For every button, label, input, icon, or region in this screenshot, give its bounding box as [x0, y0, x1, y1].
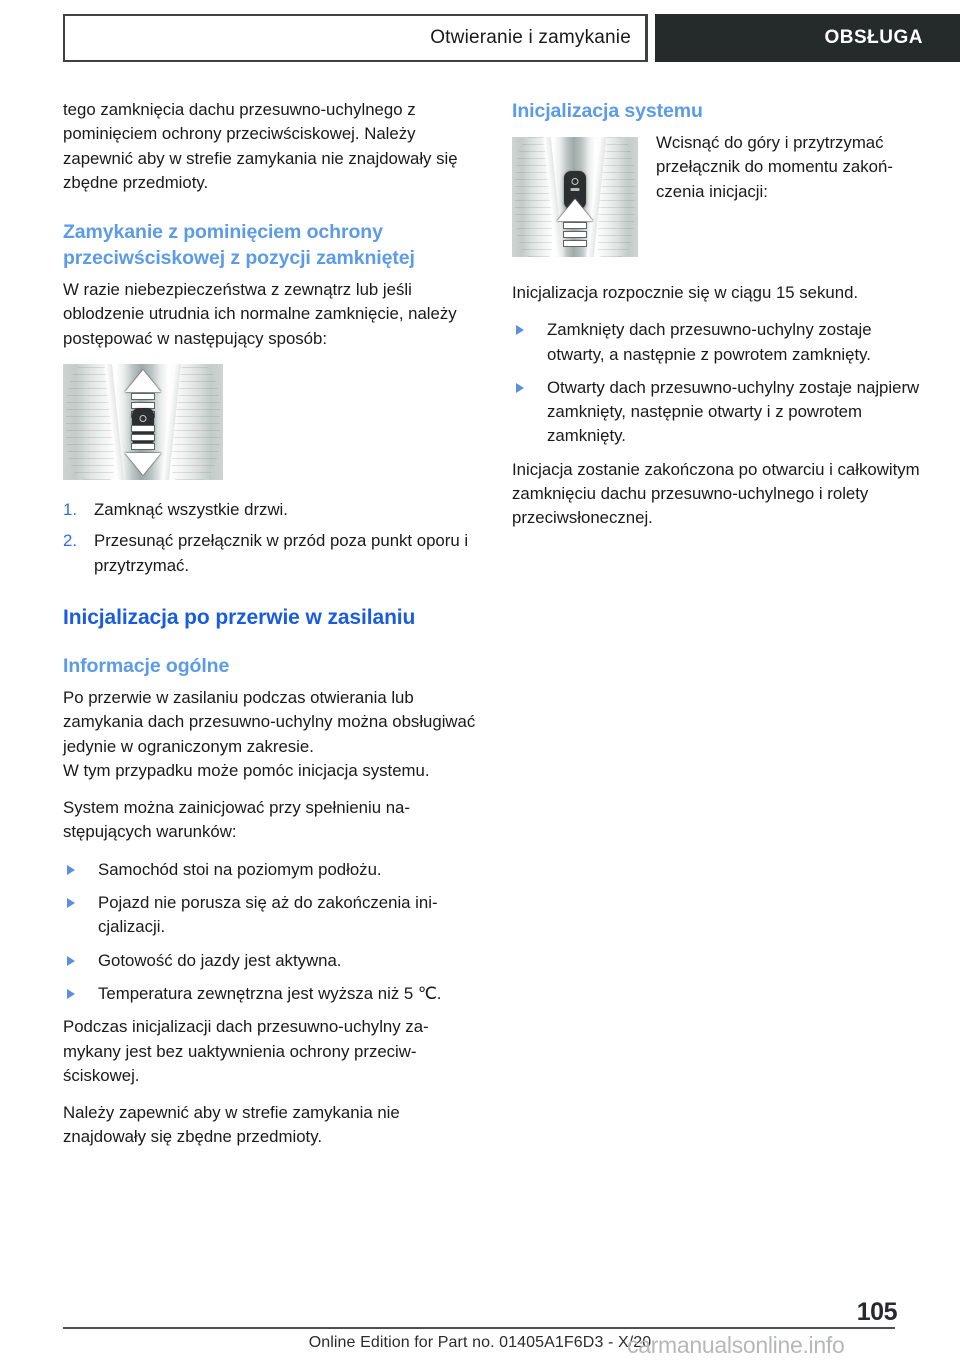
- switch-up-illustration: [512, 137, 638, 257]
- general-paragraph-3: System można zainicjować przy spełnieniu następujących warunków:: [63, 798, 410, 842]
- chapter-title: Otwieranie i zamykanie: [430, 27, 631, 48]
- step-text: Przesunąć przełącznik w przód poza punkt oporu i przytrzymać.: [94, 531, 469, 575]
- step-number: 2.: [63, 531, 77, 551]
- figure-with-text-block: [512, 131, 929, 267]
- triangle-bullet-icon: [67, 865, 75, 875]
- final-paragraph: Inicjacja zostanie zakończona po otwarciu i całkowitym zamknięciu dachu przesuwno-uchylnego i rolety przeciwsłonecznej.: [512, 459, 920, 528]
- closing-paragraph-3: Należy zapewnić aby w strefie zamykania nie znajdowały się zbędne przedmioty.: [63, 1103, 400, 1147]
- closing-paragraph-2: Podczas inicjalizacji dach przesuwno-uchylny zamykany jest bez uaktywnienia ochrony przeciwściskowej.: [63, 1017, 429, 1085]
- edition-text: Online Edition for Part no. 01405A1F6D3 - X/20: [308, 1334, 652, 1351]
- list-item: [63, 529, 480, 578]
- list-item: [512, 318, 929, 367]
- watermark-text: carmanualsonline.info: [627, 1332, 845, 1358]
- heading-initialization-after-power-loss: Inicjalizacja po przerwie w zasilaniu: [63, 605, 416, 629]
- switch-up-down-illustration: [63, 364, 223, 480]
- general-paragraph-2: W tym przypadku może pomóc inicjacja systemu.: [63, 760, 430, 780]
- condition-text: Gotowość do jazdy jest aktywna.: [98, 950, 342, 970]
- list-item: [512, 376, 929, 449]
- intro-paragraph: tego zamknięcia dachu przesuwno-uchylnego z pominięciem ochrony przeciwściskowej. Należy zapewnić aby w strefie zamykania nie znajdowały się zbędne przedmioty.: [63, 100, 458, 192]
- conditions-list: [63, 858, 480, 1006]
- sequence-text: Zamknięty dach przesuwno-uchylny zostaje otwarty, a następnie z powrotem zamknięty.: [547, 320, 872, 364]
- page-number: 105: [856, 1298, 897, 1326]
- triangle-bullet-icon: [516, 383, 524, 393]
- figure-instruction-text: Wcisnąć do góry i przytrzymać przełącznik do momentu zakończenia inicjacji:: [656, 133, 893, 201]
- section-label-box: [655, 14, 960, 62]
- list-item: [63, 498, 480, 522]
- right-column: [512, 98, 929, 544]
- timing-paragraph: Inicjalizacja rozpocznie się w ciągu 15 sekund.: [512, 283, 859, 302]
- heading-system-initialization: Inicjalizacja systemu: [512, 100, 703, 122]
- heading-closing-bypass: Zamykanie z pominięciem ochrony przeciwściskowej z pozycji zamkniętej: [63, 221, 415, 270]
- list-item: [63, 858, 480, 882]
- section-label: OBSŁUGA: [824, 27, 923, 48]
- condition-text: Samochód stoi na poziomym podłożu.: [98, 859, 382, 879]
- list-item: [63, 982, 480, 1006]
- triangle-bullet-icon: [67, 898, 75, 908]
- step-number: 1.: [63, 500, 77, 520]
- closing-steps-list: [63, 498, 480, 578]
- closing-paragraph: W razie niebezpieczeństwa z zewnątrz lub jeśli oblodzenie utrudnia ich normalne zamknięcie, należy postępować w następujący sposób:: [63, 280, 457, 348]
- condition-text: Pojazd nie porusza się aż do zakończenia inicjalizacji.: [98, 893, 438, 937]
- triangle-bullet-icon: [516, 325, 524, 335]
- list-item: [63, 949, 480, 973]
- general-paragraph-1: Po przerwie w zasilaniu podczas otwierania lub zamykania dach przesuwno-uchylny można obsługiwać jedynie w ograniczonym zakresie.: [63, 687, 476, 756]
- step-text: Zamknąć wszystkie drzwi.: [94, 500, 288, 520]
- triangle-bullet-icon: [67, 956, 75, 966]
- heading-general-information: Informacje ogólne: [63, 654, 230, 677]
- footer-divider: [63, 1327, 895, 1329]
- sequence-text: Otwarty dach przesuwno-uchylny zostaje najpierw zamknięty, następnie otwarty i z powrotem zamknięty.: [547, 377, 920, 446]
- condition-text: Temperatura zewnętrzna jest wyższa niż 5 ℃.: [98, 983, 442, 1003]
- left-column: [63, 98, 480, 1163]
- page-header: [0, 14, 960, 64]
- initialization-sequence-list: [512, 318, 929, 448]
- list-item: [63, 891, 480, 940]
- chapter-title-box: [63, 14, 648, 62]
- triangle-bullet-icon: [67, 989, 75, 999]
